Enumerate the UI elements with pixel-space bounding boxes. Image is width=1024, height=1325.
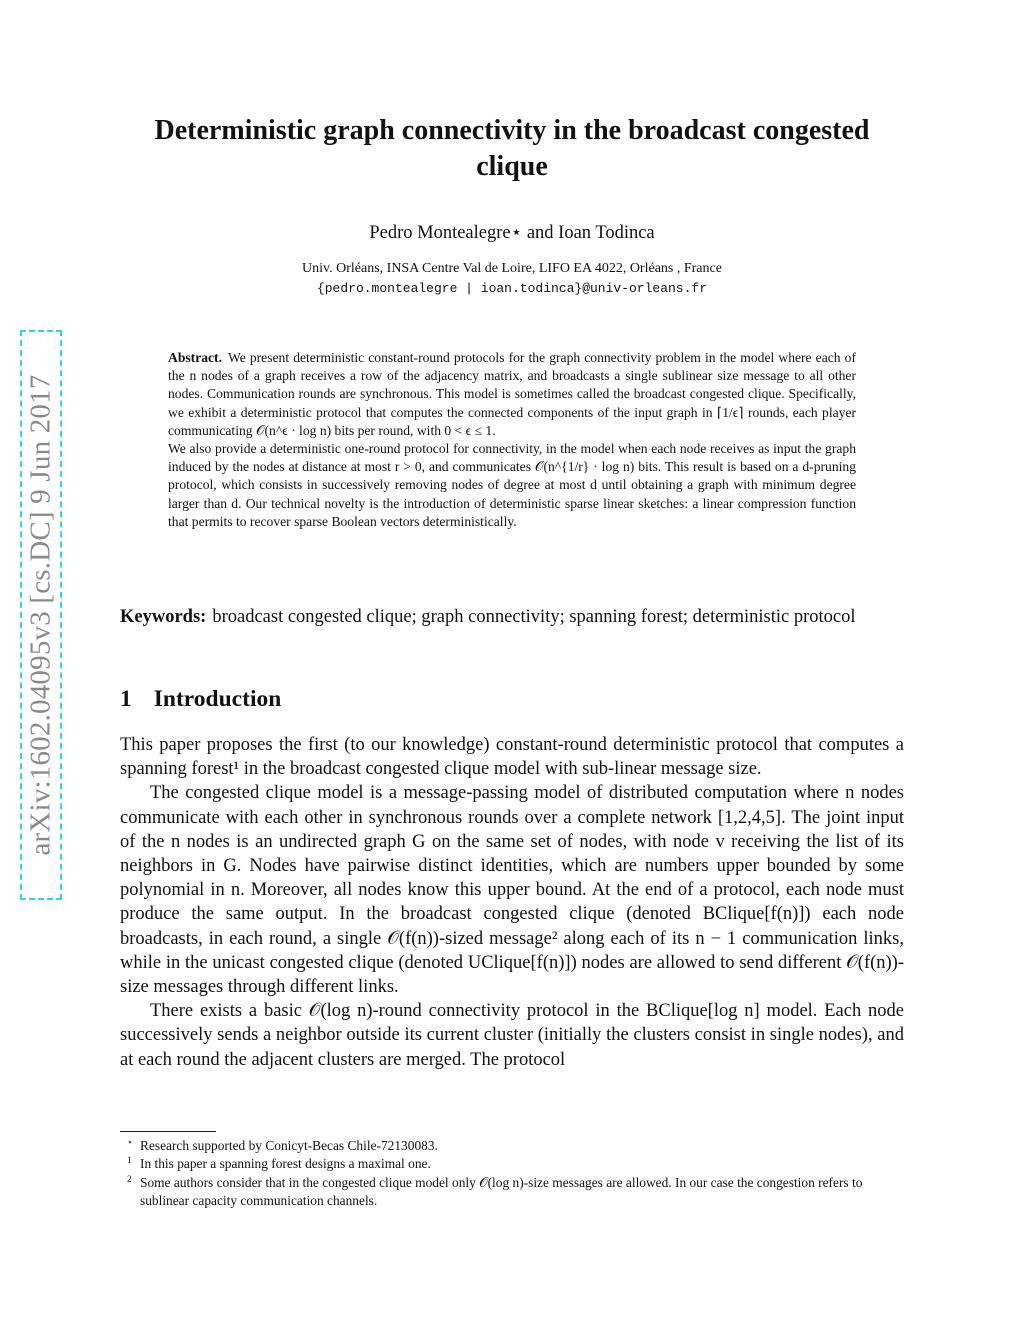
author-list: Pedro Montealegre⋆ and Ioan Todinca (369, 223, 655, 243)
keywords-text: broadcast congested clique; graph connectivity; spanning forest; deterministic protocol (212, 607, 856, 627)
arxiv-identifier: arXiv:1602.04095v3 [cs.DC] 9 Jun 2017 (24, 374, 57, 856)
section-title: Introduction (153, 686, 282, 712)
author-affiliation: Univ. Orléans, INSA Centre Val de Loire, LIFO EA 4022, Orléans , France (302, 261, 722, 276)
footnote-text: In this paper a spanning forest designs a maximal one. (140, 1156, 431, 1172)
keywords (120, 605, 904, 629)
abstract-label: Abstract. (168, 350, 222, 365)
arxiv-stamp (20, 330, 62, 900)
abstract-paragraph-1 (168, 349, 856, 440)
footnote (120, 1155, 904, 1173)
author-email: {pedro.montealegre | ioan.todinca}@univ-orleans.fr (316, 281, 708, 296)
footnote-rule (120, 1131, 216, 1132)
section-heading (120, 686, 281, 713)
footnote (120, 1137, 904, 1155)
abstract-paragraph-2: We also provide a deterministic one-round protocol for connectivity, in the model when each node receives as input the graph induced by the nodes at distance at most r > 0, and communicates 𝒪(n^{1/r} · log n) bits. This result is based on a d-pruning protocol, which consists in successively removing nodes of degree at most d until obtaining a graph with minimum degree larger than d. Our technical novelty is the introduction of deterministic sparse linear sketches: a linear compression function that permits to recover sparse Boolean vectors deterministically. (168, 441, 856, 529)
paper-title: Deterministic graph connectivity in the broadcast congested clique (154, 115, 870, 182)
footnote-text: Research supported by Conicyt-Becas Chile-72130083. (140, 1138, 438, 1153)
body-text (120, 733, 904, 1072)
footnote-mark: ⋆ (127, 1138, 133, 1148)
section-number: 1 (120, 686, 132, 712)
footnote (120, 1174, 904, 1211)
body-paragraph-2: The congested clique model is a message-passing model of distributed computation where n nodes communicate with each other in synchronous rounds over a complete network [1,2,4,5]. The joint input of the n nodes is an undirected graph G on the same set of nodes, with node v receiving the list of its neighbors in G. Nodes have pairwise distinct identities, which are numbers upper bounded by some polynomial in n. Moreover, all nodes know this upper bound. At the end of a protocol, each node must produce the same output. In the broadcast congested clique (denoted BClique[f(n)]) each node broadcasts, in each round, a single 𝒪(f(n))-sized message² along each of its n − 1 communication links, while in the unicast congested clique (denoted UClique[f(n)]) nodes are allowed to send different 𝒪(f(n))-size messages through different links. (120, 783, 904, 998)
footnotes (120, 1137, 904, 1210)
footnote-mark: 1 (127, 1156, 132, 1167)
footnote-mark: 2 (127, 1174, 132, 1185)
abstract-text-1: We present deterministic constant-round protocols for the graph connectivity problem in the model where each of the n nodes of a graph receives a row of the adjacency matrix, and broadcasts a single sublinear size message to all other nodes. Communication rounds are synchronous. This model is sometimes called the broadcast congested clique. Specifically, we exhibit a deterministic protocol that computes the connected components of the input graph in ⌈1/ϵ⌉ rounds, each player communicating 𝒪(n^ϵ · log n) bits per round, with 0 < ϵ ≤ 1. (168, 350, 856, 438)
footnote-text: Some authors consider that in the congested clique model only 𝒪(log n)-size messages are allowed. In our case the congestion refers to sublinear capacity communication channels. (140, 1174, 863, 1208)
body-paragraph-3: There exists a basic 𝒪(log n)-round connectivity protocol in the BClique[log n] model. Each node successively sends a neighbor outside its current cluster (initially the clusters consist in single nodes), and at each round the adjacent clusters are merged. The protocol (120, 1001, 904, 1070)
body-paragraph-1: This paper proposes the first (to our knowledge) constant-round deterministic protocol that computes a spanning forest¹ in the broadcast congested clique model with sub-linear message size. (120, 735, 904, 780)
keywords-label: Keywords: (120, 607, 207, 627)
abstract (168, 349, 856, 531)
